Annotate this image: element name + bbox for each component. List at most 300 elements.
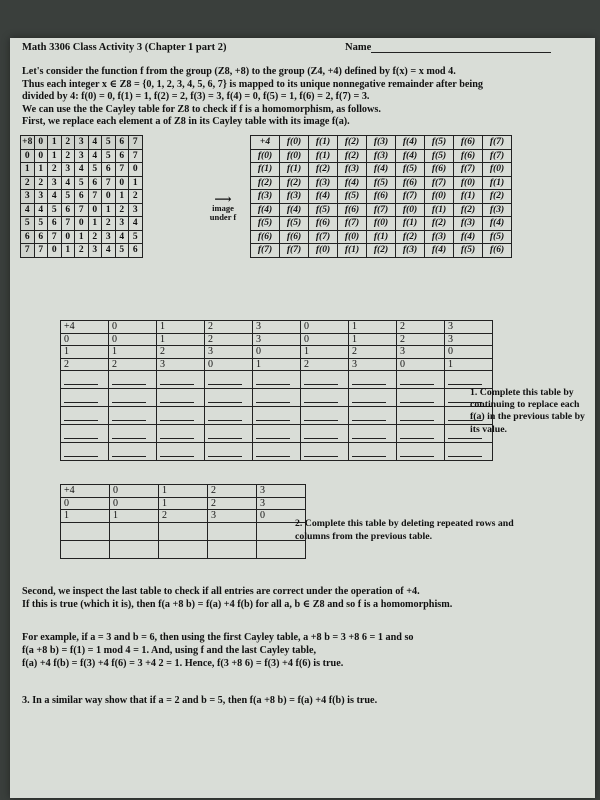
column-header: 1 [157,321,205,334]
table-cell: 4 [129,217,143,231]
table-cell: 0 [253,346,301,359]
row-header: f(5) [251,217,280,231]
answer-line [448,446,482,457]
table-cell: 3 [34,190,48,204]
table-cell: 1 [445,358,493,371]
table-row [251,163,512,177]
answer-line [112,392,146,403]
answer-line [160,446,194,457]
answer-line [400,410,434,421]
blank-row [61,522,306,540]
table-cell: f(3) [280,190,309,204]
table-cell: f(6) [338,203,367,217]
name-label: Name [345,42,372,53]
blank-cell[interactable] [109,443,157,461]
table-cell: f(3) [396,244,425,258]
blank-cell[interactable] [301,443,349,461]
table-row [251,149,512,163]
table-cell: 3 [208,510,257,523]
table-cell: 7 [88,190,102,204]
table-cell: 3 [115,217,129,231]
blank-cell[interactable] [445,371,493,389]
table-cell: 1 [61,244,75,258]
answer-line [256,428,290,439]
blank-cell[interactable] [301,371,349,389]
paragraph-line: 3. In a similar way show that if a = 2 and b = 5, then f(a +8 b) = f(a) +4 f(b) is true. [22,695,378,706]
table-row [21,217,143,231]
row-header: 2 [61,358,109,371]
table-cell: 4 [61,176,75,190]
reduced-cayley-table [60,484,306,559]
table-cell: 2 [301,358,349,371]
blank-cell[interactable] [253,371,301,389]
table-cell: 0 [75,217,89,231]
row-header: f(0) [251,149,280,163]
table-cell: f(3) [309,176,338,190]
table-cell: f(4) [396,149,425,163]
table-row [251,190,512,204]
row-header: 0 [61,497,110,510]
row-header: f(1) [251,163,280,177]
answer-line [304,374,338,385]
column-header: 1 [159,485,208,498]
table-cell: 2 [102,217,116,231]
blank-cell[interactable] [61,522,110,540]
column-header: f(5) [425,136,454,150]
blank-row [61,540,306,558]
table-cell: 5 [129,230,143,244]
answer-line [400,392,434,403]
answer-line [448,374,482,385]
table-cell: 4 [34,203,48,217]
answer-line [208,428,242,439]
table-cell: 3 [445,333,493,346]
answer-line [112,374,146,385]
row-header: 6 [21,230,35,244]
table-row [61,358,493,371]
paragraph-line: If this is true (which it is), then f(a +8 b) = f(a) +4 f(b) for all a, b ∈ Z8 and so f is a homomorphism. [22,598,453,610]
name-blank [371,42,551,53]
table-cell: 5 [115,244,129,258]
intro-line: We can use the the Cayley table for Z8 to check if f is a homomorphism, as follows. [22,103,381,115]
blank-cell[interactable] [157,371,205,389]
answer-line [160,392,194,403]
table-cell: f(1) [338,244,367,258]
blank-row [61,425,493,443]
table-cell: f(7) [425,176,454,190]
table-cell: 0 [109,333,157,346]
blank-cell[interactable] [205,407,253,425]
blank-cell[interactable] [349,425,397,443]
blank-cell[interactable] [61,425,109,443]
table-cell: 6 [75,190,89,204]
row-header: 7 [21,244,35,258]
answer-line [304,446,338,457]
table-cell: f(4) [454,230,483,244]
blank-cell[interactable] [301,425,349,443]
table-row [21,230,143,244]
table-cell: f(6) [396,176,425,190]
table-cell: f(5) [338,190,367,204]
header-row [61,321,493,334]
table-cell: f(2) [280,176,309,190]
table-cell: f(3) [338,163,367,177]
column-header: 0 [109,321,157,334]
table-cell: 3 [349,358,397,371]
second-paragraph [22,586,577,612]
table-cell: 2 [208,497,257,510]
table-cell: 3 [48,176,62,190]
column-header: 2 [397,321,445,334]
table-row [251,244,512,258]
table-cell: 5 [102,149,116,163]
instruction-2: 2. Complete this table by deleting repeated rows and columns from the previous table. [295,518,514,542]
answer-line [304,410,338,421]
table-row [21,203,143,217]
blank-cell[interactable] [109,407,157,425]
table-cell: 7 [102,176,116,190]
table-cell: f(5) [425,149,454,163]
table-cell: 2 [157,346,205,359]
column-header: f(6) [454,136,483,150]
answer-line [304,392,338,403]
table-cell: f(0) [338,230,367,244]
table-cell: f(2) [454,203,483,217]
table-cell: 0 [34,149,48,163]
blank-cell[interactable] [253,389,301,407]
table-cell: 2 [115,203,129,217]
blank-cell[interactable] [253,425,301,443]
question-3 [22,695,577,708]
table-cell: 5 [34,217,48,231]
answer-line [352,392,386,403]
table-cell: 2 [75,244,89,258]
table-cell: f(4) [338,176,367,190]
table-row [21,244,143,258]
table-cell: 1 [301,346,349,359]
answer-line [400,428,434,439]
operator-cell: +4 [251,136,280,150]
row-header: f(4) [251,203,280,217]
table-cell: f(1) [280,163,309,177]
answer-line [160,428,194,439]
table-cell: 0 [48,244,62,258]
answer-line [256,374,290,385]
row-header: 3 [21,190,35,204]
column-header: 0 [110,485,159,498]
table-cell: 1 [115,190,129,204]
blank-cell[interactable] [157,443,205,461]
blank-cell[interactable] [301,407,349,425]
table-cell: f(1) [396,217,425,231]
table-row [251,176,512,190]
blank-row [61,443,493,461]
blank-cell[interactable] [208,522,257,540]
table-cell: f(1) [425,203,454,217]
value-cayley-table [60,320,493,461]
column-header: 1 [349,321,397,334]
table-cell: 3 [61,163,75,177]
answer-line [64,374,98,385]
column-header: 5 [102,136,116,150]
table-cell: f(6) [483,244,512,258]
answer-line [256,446,290,457]
blank-cell[interactable] [205,443,253,461]
answer-line [352,374,386,385]
table-row [61,346,493,359]
blank-row [61,407,493,425]
table-cell: 5 [48,203,62,217]
table-cell: f(0) [483,163,512,177]
table-cell: f(1) [309,149,338,163]
image-cayley-table [250,135,512,258]
column-header: 3 [75,136,89,150]
blank-cell[interactable] [205,389,253,407]
intro-line: Let's consider the function f from the group (Z8, +8) to the group (Z4, +4) defined by f(x) = x mod 4. [22,66,456,77]
table-cell: f(4) [309,190,338,204]
column-header: 2 [205,321,253,334]
answer-line [160,374,194,385]
table-cell: 1 [129,176,143,190]
row-header: 1 [61,346,109,359]
table-cell: f(3) [483,203,512,217]
answer-line [208,410,242,421]
blank-cell[interactable] [397,425,445,443]
arrow-label: under f [209,212,237,222]
table-cell: f(7) [396,190,425,204]
image-arrow [203,192,243,222]
table-cell: 2 [159,510,208,523]
blank-cell[interactable] [301,389,349,407]
table-cell: 2 [48,163,62,177]
answer-line [304,428,338,439]
table-cell: 6 [102,163,116,177]
answer-line [400,374,434,385]
answer-line [208,392,242,403]
table-cell: 3 [397,346,445,359]
header-row [251,136,512,150]
table-cell: f(0) [280,149,309,163]
answer-line [112,428,146,439]
row-header: f(2) [251,176,280,190]
answer-line [208,374,242,385]
table-cell: f(0) [454,176,483,190]
table-cell: 1 [109,346,157,359]
blank-cell[interactable] [157,407,205,425]
table-cell: 1 [34,163,48,177]
table-cell: 4 [48,190,62,204]
table-cell: 7 [115,163,129,177]
table-cell: f(6) [425,163,454,177]
table-row [21,176,143,190]
table-cell: 0 [397,358,445,371]
blank-cell[interactable] [157,389,205,407]
column-header: f(4) [396,136,425,150]
table-cell: f(1) [454,190,483,204]
table-row [21,163,143,177]
table-cell: f(0) [396,203,425,217]
paragraph-line: Second, we inspect the last table to check if all entries are correct under the operation of +4. [22,586,420,597]
column-header: f(3) [367,136,396,150]
blank-cell[interactable] [397,443,445,461]
table-cell: f(7) [483,149,512,163]
table-cell: 7 [129,149,143,163]
table-cell: 4 [115,230,129,244]
table-cell: f(4) [280,203,309,217]
row-header: 0 [21,149,35,163]
answer-line [352,446,386,457]
answer-line [400,446,434,457]
table-cell: 0 [61,230,75,244]
column-header: 0 [34,136,48,150]
table-cell: f(5) [396,163,425,177]
table-row [21,149,143,163]
table-cell: 0 [110,497,159,510]
paragraph-line: f(a) +4 f(b) = f(3) +4 f(6) = 3 +4 2 = 1. Hence, f(3 +8 6) = f(3) +4 f(6) is true. [22,657,344,669]
table-cell: 2 [61,149,75,163]
column-header: f(1) [309,136,338,150]
table-cell: f(0) [309,244,338,258]
blank-cell[interactable] [110,540,159,558]
column-header: f(2) [338,136,367,150]
table-cell: f(5) [367,176,396,190]
blank-cell[interactable] [61,407,109,425]
table-cell: f(7) [309,230,338,244]
answer-line [64,428,98,439]
table-row [251,230,512,244]
table-cell: 1 [253,358,301,371]
table-cell: 2 [205,333,253,346]
name-field [345,42,551,53]
table-cell: 1 [88,217,102,231]
intro-line: First, we replace each element a of Z8 in its Cayley table with its image f(a). [22,116,350,128]
table-row [61,510,306,523]
row-header: 4 [21,203,35,217]
blank-cell[interactable] [397,389,445,407]
blank-cell[interactable] [109,425,157,443]
table-cell: f(6) [454,149,483,163]
answer-line [352,410,386,421]
blank-cell[interactable] [253,407,301,425]
blank-cell[interactable] [157,425,205,443]
table-cell: 0 [88,203,102,217]
table-cell: 0 [445,346,493,359]
column-header: 6 [115,136,129,150]
blank-cell[interactable] [61,371,109,389]
column-header: 1 [48,136,62,150]
table-cell: 2 [109,358,157,371]
blank-cell[interactable] [205,371,253,389]
table-cell: 6 [48,217,62,231]
row-header: f(3) [251,190,280,204]
blank-cell[interactable] [253,443,301,461]
blank-cell[interactable] [349,407,397,425]
table-row [251,217,512,231]
blank-cell[interactable] [349,389,397,407]
blank-cell[interactable] [205,425,253,443]
table-row [251,203,512,217]
operator-cell: +4 [61,485,110,498]
blank-cell[interactable] [397,407,445,425]
table-cell: 6 [115,149,129,163]
arrow-label: image [212,203,234,213]
table-cell: 3 [205,346,253,359]
blank-cell[interactable] [61,389,109,407]
table-cell: 6 [88,176,102,190]
blank-cell[interactable] [61,540,110,558]
answer-line [208,446,242,457]
intro-text [22,66,572,129]
answer-line [64,446,98,457]
row-header: f(7) [251,244,280,258]
answer-line [64,392,98,403]
table-row [61,497,306,510]
table-cell: f(1) [367,230,396,244]
blank-cell[interactable] [208,540,257,558]
table-cell: f(2) [425,217,454,231]
table-cell: 7 [48,230,62,244]
column-header: 4 [88,136,102,150]
table-cell: 6 [61,203,75,217]
blank-cell[interactable] [61,443,109,461]
blank-cell[interactable] [349,443,397,461]
operator-cell: +8 [22,137,33,148]
answer-line [64,410,98,421]
table-cell: 6 [129,244,143,258]
blank-cell[interactable] [109,389,157,407]
table-cell: 1 [157,333,205,346]
table-cell: f(6) [309,217,338,231]
table-cell: 4 [88,149,102,163]
table-cell: 3 [257,497,306,510]
header-row [61,485,306,498]
blank-cell[interactable] [349,371,397,389]
table-cell: 2 [349,346,397,359]
table-cell: 0 [115,176,129,190]
table-cell: 7 [34,244,48,258]
blank-cell[interactable] [110,522,159,540]
column-header: 3 [445,321,493,334]
paragraph-line: f(a +8 b) = f(1) = 1 mod 4 = 1. And, using f and the last Cayley table, [22,644,317,656]
row-header: f(6) [251,230,280,244]
table-cell: 2 [129,190,143,204]
table-cell: f(0) [425,190,454,204]
worksheet-title: Math 3306 Class Activity 3 (Chapter 1 part 2) [22,42,227,53]
table-cell: f(2) [367,244,396,258]
column-header: 0 [301,321,349,334]
blank-cell[interactable] [397,371,445,389]
table-cell: 4 [75,163,89,177]
column-header: 2 [208,485,257,498]
table-cell: f(0) [367,217,396,231]
table-cell: f(3) [454,217,483,231]
column-header: 3 [253,321,301,334]
blank-cell[interactable] [445,443,493,461]
table-cell: 0 [129,163,143,177]
blank-cell[interactable] [159,540,208,558]
table-cell: f(7) [454,163,483,177]
table-cell: f(2) [338,149,367,163]
table-cell: f(5) [454,244,483,258]
blank-cell[interactable] [159,522,208,540]
operator-cell: +4 [61,321,109,334]
blank-cell[interactable] [109,371,157,389]
table-cell: f(6) [280,230,309,244]
paragraph-line: For example, if a = 3 and b = 6, then using the first Cayley table, a +8 b = 3 +8 6 = 1 and so [22,632,414,643]
right-arrow-icon: ⟶ [214,192,232,206]
table-cell: 5 [88,163,102,177]
table-cell: f(4) [367,163,396,177]
